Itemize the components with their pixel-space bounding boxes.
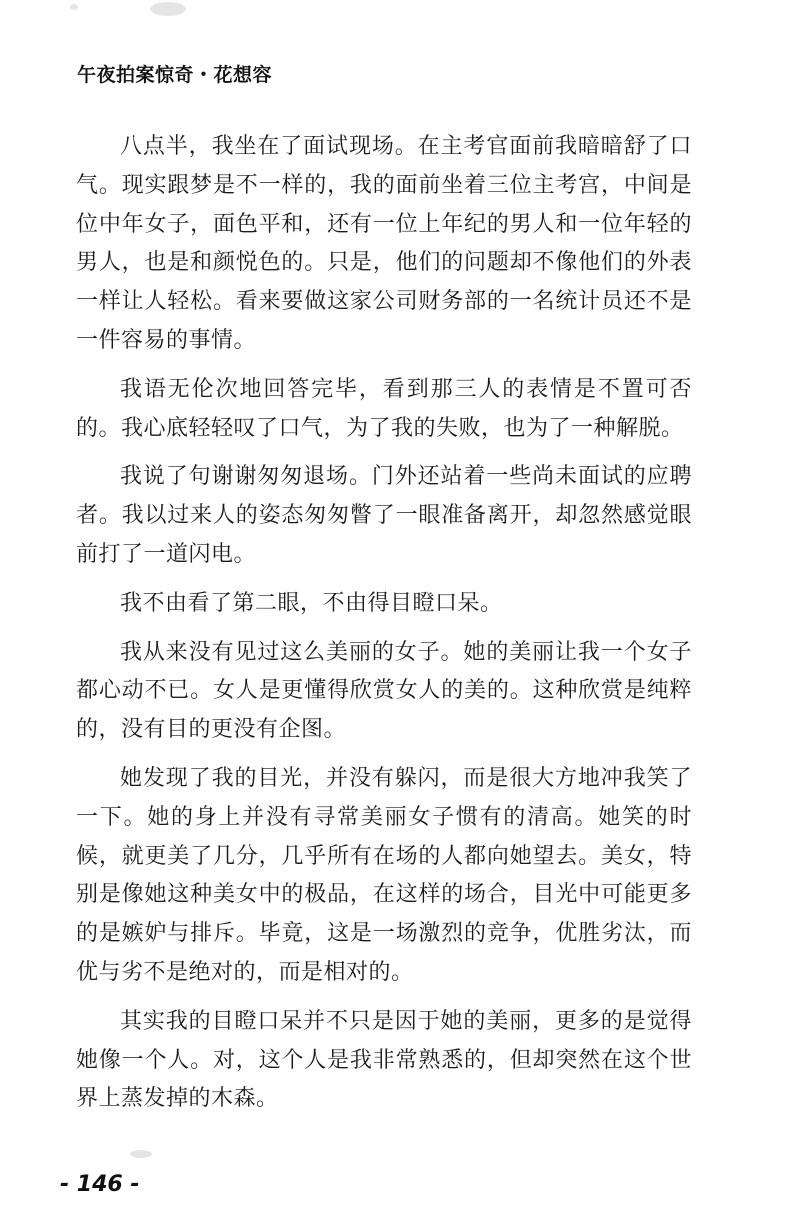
paragraph: 她发现了我的目光，并没有躲闪，而是很大方地冲我笑了一下。她的身上并没有寻常美丽女子惯有的清高。她笑的时候，就更美了几分，几乎所有在场的人都向她望去。美女，特别是像她这种美女中的极品，在这样的场合，目光中可能更多的是嫉妒与排斥。毕竟，这是一场激烈的竞争，优胜劣汰，而优与劣不是绝对的，而是相对的。 xyxy=(76,765,692,985)
paragraph: 我不由看了第二眼，不由得目瞪口呆。 xyxy=(120,590,503,616)
paragraph: 我语无伦次地回答完毕，看到那三人的表情是不置可否的。我心底轻轻叹了口气，为了我的失败，也为了一种解脱。 xyxy=(76,376,692,441)
paragraph: 我说了句谢谢匆匆退场。门外还站着一些尚未面试的应聘者。我以过来人的姿态匆匆瞥了一眼准备离开，却忽然感觉眼前打了一道闪电。 xyxy=(76,464,692,567)
scan-speck xyxy=(130,1150,152,1158)
paragraph: 其实我的目瞪口呆并不只是因于她的美丽，更多的是觉得她像一个人。对，这个人是我非常熟悉的，但却突然在这个世界上蒸发掉的木森。 xyxy=(76,1008,692,1112)
scan-speck xyxy=(70,4,78,10)
page-number: - 146 - xyxy=(60,1172,140,1197)
body-text xyxy=(76,128,692,1119)
running-header: 午夜拍案惊奇・花想容 xyxy=(77,64,273,86)
paragraph: 八点半，我坐在了面试现场。在主考官面前我暗暗舒了口气。现实跟梦是不一样的，我的面前坐着三位主考宫，中间是位中年女子，面色平和，还有一位上年纪的男人和一位年轻的男人，也是和颜悦色的。只是，他们的问题却不像他们的外表一样让人轻松。看来要做这家公司财务部的一名统计员还不是一件容易的事情。 xyxy=(76,134,692,353)
scan-speck xyxy=(150,2,186,16)
paragraph: 我从来没有见过这么美丽的女子。她的美丽让我一个女子都心动不已。女人是更懂得欣赏女人的美的。这种欣赏是纯粹的，没有目的更没有企图。 xyxy=(76,639,692,743)
